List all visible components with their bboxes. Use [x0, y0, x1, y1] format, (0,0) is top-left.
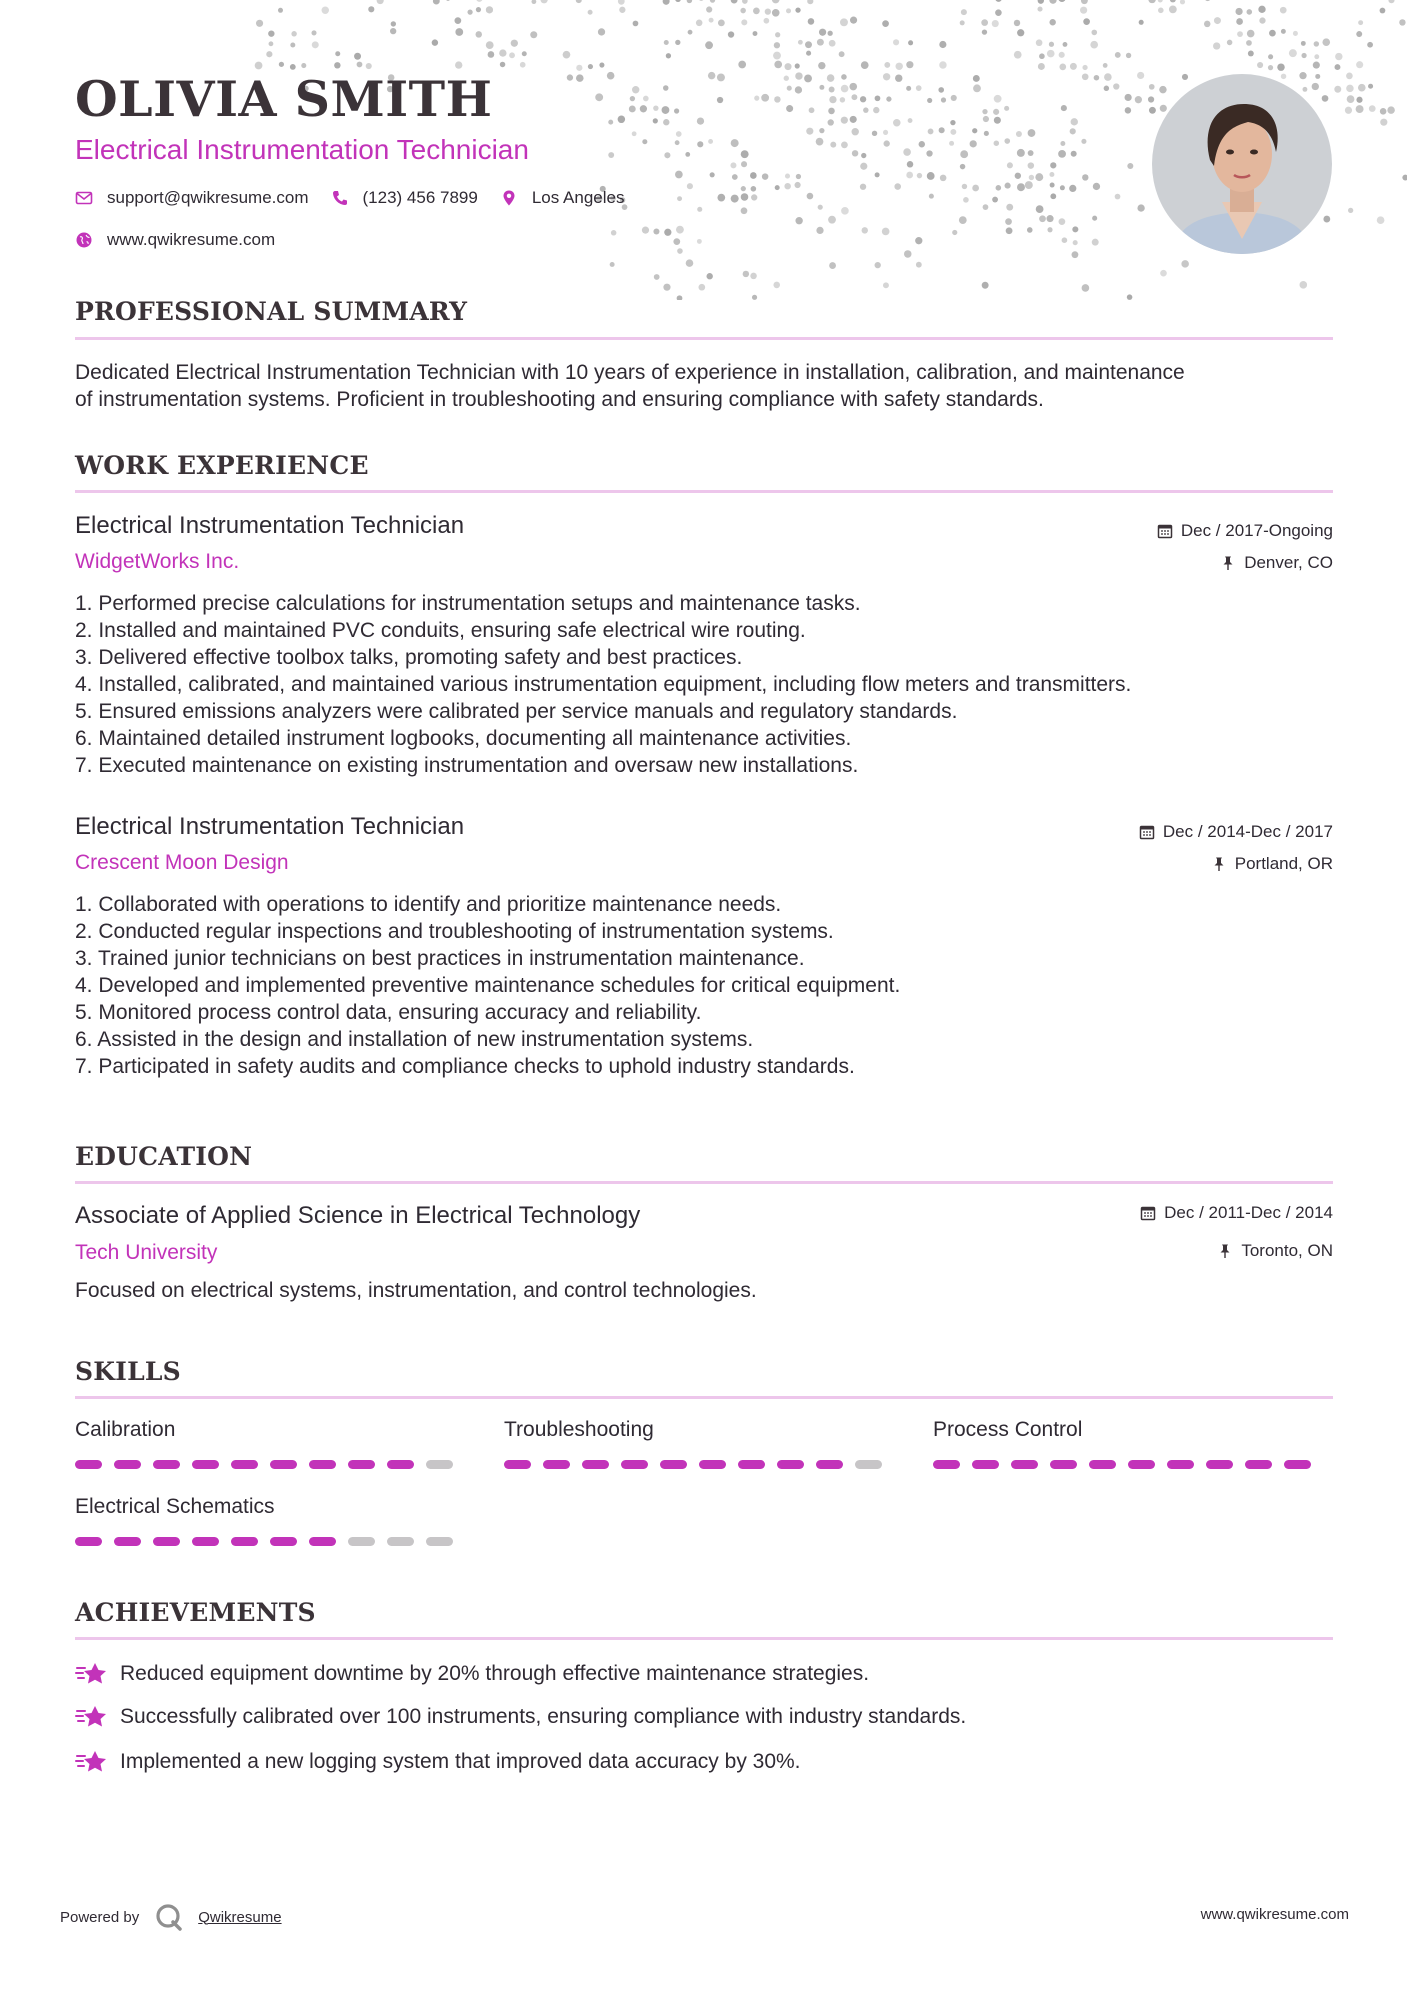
job-1-location: [1220, 553, 1333, 573]
rating-dash-filled: [1206, 1460, 1233, 1469]
list-item: 4. Installed, calibrated, and maintained various instrumentation equipment, including flow meters and transmitters.: [75, 673, 1132, 696]
achievements-divider: [75, 1637, 1333, 1640]
list-item: 1. Performed precise calculations for instrumentation setups and maintenance tasks.: [75, 592, 861, 615]
education-location-text: Toronto, ON: [1241, 1241, 1333, 1260]
qwikresume-logo-icon: [154, 1902, 184, 1932]
list-item: 6. Assisted in the design and installation of new instrumentation systems.: [75, 1028, 754, 1051]
rating-dash-filled: [1167, 1460, 1194, 1469]
job-2-dates-text: Dec / 2014-Dec / 2017: [1162, 822, 1333, 841]
job-2-company: Crescent Moon Design: [75, 851, 289, 874]
achievement-text: Implemented a new logging system that improved data accuracy by 30%.: [120, 1750, 801, 1773]
list-item: 5. Ensured emissions analyzers were calibrated per service manuals and regulatory standards.: [75, 700, 958, 723]
rating-dash-filled: [231, 1537, 258, 1546]
list-item: 7. Participated in safety audits and compliance checks to uphold industry standards.: [75, 1055, 855, 1078]
contact-website[interactable]: [75, 230, 275, 250]
skill-label: Calibration: [75, 1418, 176, 1441]
skill-process-control: [933, 1418, 1333, 1478]
rating-dash-filled: [114, 1537, 141, 1546]
list-item: 1. Collaborated with operations to identify and prioritize maintenance needs.: [75, 893, 782, 916]
education-degree: Associate of Applied Science in Electrical Technology: [75, 1202, 641, 1229]
rating-dash-filled: [153, 1537, 180, 1546]
job-1-dates-text: Dec / 2017-Ongoing: [1180, 521, 1333, 540]
contact-row-2: [75, 230, 297, 250]
list-item: 2. Installed and maintained PVC conduits, ensuring safe electrical wire routing.: [75, 619, 806, 642]
list-item: 5. Monitored process control data, ensuring accuracy and reliability.: [75, 1001, 702, 1024]
rating-dash-filled: [1050, 1460, 1077, 1469]
job-1-dates: [1157, 521, 1333, 541]
rating-dash-empty: [426, 1460, 453, 1469]
rating-dash-filled: [543, 1460, 570, 1469]
footer-website[interactable]: www.qwikresume.com: [1200, 1906, 1349, 1923]
rating-dash-filled: [153, 1460, 180, 1469]
experience-heading: WORK EXPERIENCE: [75, 451, 369, 480]
rating-dash-filled: [1284, 1460, 1311, 1469]
website-text: www.qwikresume.com: [107, 230, 276, 249]
skill-rating: [75, 1460, 465, 1469]
education-dates: [1140, 1203, 1333, 1223]
phone-text: (123) 456 7899: [362, 188, 478, 207]
job-2-location-text: Portland, OR: [1234, 854, 1333, 873]
job-2-bullets: [75, 891, 1337, 1080]
education-school: Tech University: [75, 1241, 218, 1264]
rating-dash-filled: [309, 1460, 336, 1469]
rating-dash-filled: [1245, 1460, 1272, 1469]
achievements-heading: ACHIEVEMENTS: [75, 1598, 316, 1627]
rating-dash-filled: [1128, 1460, 1155, 1469]
profile-photo: [1152, 74, 1332, 254]
star-icon: [75, 1748, 109, 1776]
rating-dash-filled: [1089, 1460, 1116, 1469]
star-icon: [75, 1703, 109, 1731]
rating-dash-filled: [75, 1537, 102, 1546]
education-dates-text: Dec / 2011-Dec / 2014: [1164, 1203, 1333, 1222]
rating-dash-filled: [621, 1460, 648, 1469]
education-location: [1217, 1241, 1333, 1261]
calendar-icon: [1139, 824, 1155, 840]
rating-dash-empty: [855, 1460, 882, 1469]
location-text: Los Angeles: [531, 188, 625, 207]
rating-dash-empty: [387, 1537, 414, 1546]
job-1-location-text: Denver, CO: [1244, 553, 1333, 572]
calendar-icon: [1157, 523, 1173, 539]
summary-divider: [75, 337, 1333, 340]
footer-powered-by: [60, 1902, 282, 1932]
skill-troubleshooting: [504, 1418, 884, 1478]
rating-dash-filled: [231, 1460, 258, 1469]
summary-line-2: of instrumentation systems. Proficient in troubleshooting and ensuring compliance with safety standards.: [75, 388, 1044, 411]
rating-dash-filled: [192, 1537, 219, 1546]
job-2-role: Electrical Instrumentation Technician: [75, 813, 465, 840]
job-2-dates: [1139, 822, 1333, 842]
achievement-text: Reduced equipment downtime by 20% through effective maintenance strategies.: [120, 1662, 870, 1685]
contact-location: [500, 188, 625, 208]
pushpin-icon: [1211, 856, 1227, 872]
summary-line-1: Dedicated Electrical Instrumentation Technician with 10 years of experience in installation, calibration, and maintenance: [75, 361, 1185, 384]
rating-dash-filled: [777, 1460, 804, 1469]
rating-dash-filled: [75, 1460, 102, 1469]
rating-dash-filled: [699, 1460, 726, 1469]
contact-row-1: [75, 188, 646, 208]
skill-label: Process Control: [933, 1418, 1083, 1441]
skills-heading: SKILLS: [75, 1357, 181, 1386]
rating-dash-filled: [192, 1460, 219, 1469]
rating-dash-filled: [816, 1460, 843, 1469]
candidate-name: OLIVIA SMITH: [75, 70, 493, 128]
job-2-location: [1211, 854, 1333, 874]
map-pin-icon: [500, 189, 518, 207]
rating-dash-filled: [660, 1460, 687, 1469]
skill-rating: [933, 1460, 1323, 1469]
list-item: 3. Trained junior technicians on best practices in instrumentation maintenance.: [75, 947, 805, 970]
education-description: Focused on electrical systems, instrumentation, and control technologies.: [75, 1279, 757, 1302]
powered-by-label: Powered by: [60, 1908, 140, 1926]
job-1-role: Electrical Instrumentation Technician: [75, 512, 465, 539]
list-item: 6. Maintained detailed instrument logbooks, documenting all maintenance activities.: [75, 727, 852, 750]
skills-divider: [75, 1396, 1333, 1399]
list-item: 3. Delivered effective toolbox talks, promoting safety and best practices.: [75, 646, 743, 669]
rating-dash-empty: [426, 1537, 453, 1546]
education-heading: EDUCATION: [75, 1142, 253, 1171]
rating-dash-empty: [348, 1537, 375, 1546]
rating-dash-filled: [933, 1460, 960, 1469]
rating-dash-filled: [387, 1460, 414, 1469]
candidate-title: Electrical Instrumentation Technician: [75, 134, 529, 165]
job-1-company: WidgetWorks Inc.: [75, 550, 240, 573]
rating-dash-filled: [1011, 1460, 1038, 1469]
education-divider: [75, 1181, 1333, 1184]
skill-electrical-schematics: [75, 1495, 455, 1555]
summary-heading: PROFESSIONAL SUMMARY: [75, 297, 468, 326]
globe-icon: [75, 231, 93, 249]
achievement-item: [75, 1660, 869, 1688]
achievement-item: [75, 1748, 801, 1776]
avatar: [1152, 74, 1332, 254]
rating-dash-filled: [309, 1537, 336, 1546]
contact-email[interactable]: [75, 188, 309, 208]
pushpin-icon: [1220, 555, 1236, 571]
rating-dash-filled: [270, 1537, 297, 1546]
job-1-bullets: [75, 590, 1337, 779]
rating-dash-filled: [114, 1460, 141, 1469]
email-text: support@qwikresume.com: [107, 188, 309, 207]
rating-dash-filled: [582, 1460, 609, 1469]
skill-label: Troubleshooting: [504, 1418, 654, 1441]
list-item: 7. Executed maintenance on existing instrumentation and oversaw new installations.: [75, 754, 859, 777]
pushpin-icon: [1217, 1243, 1233, 1259]
contact-phone[interactable]: [331, 188, 478, 208]
rating-dash-filled: [348, 1460, 375, 1469]
list-item: 2. Conducted regular inspections and troubleshooting of instrumentation systems.: [75, 920, 834, 943]
qwikresume-link[interactable]: Qwikresume: [198, 1908, 282, 1926]
star-icon: [75, 1660, 109, 1688]
experience-divider: [75, 490, 1333, 493]
skill-rating: [75, 1537, 465, 1546]
calendar-icon: [1140, 1205, 1156, 1221]
rating-dash-filled: [270, 1460, 297, 1469]
list-item: 4. Developed and implemented preventive maintenance schedules for critical equipment.: [75, 974, 901, 997]
rating-dash-filled: [504, 1460, 531, 1469]
rating-dash-filled: [738, 1460, 765, 1469]
skill-label: Electrical Schematics: [75, 1495, 275, 1518]
phone-icon: [331, 189, 349, 207]
rating-dash-filled: [972, 1460, 999, 1469]
envelope-icon: [75, 189, 93, 207]
achievement-text: Successfully calibrated over 100 instruments, ensuring compliance with industry standards.: [120, 1705, 967, 1728]
achievement-item: [75, 1703, 966, 1731]
skill-calibration: [75, 1418, 455, 1478]
skill-rating: [504, 1460, 894, 1469]
